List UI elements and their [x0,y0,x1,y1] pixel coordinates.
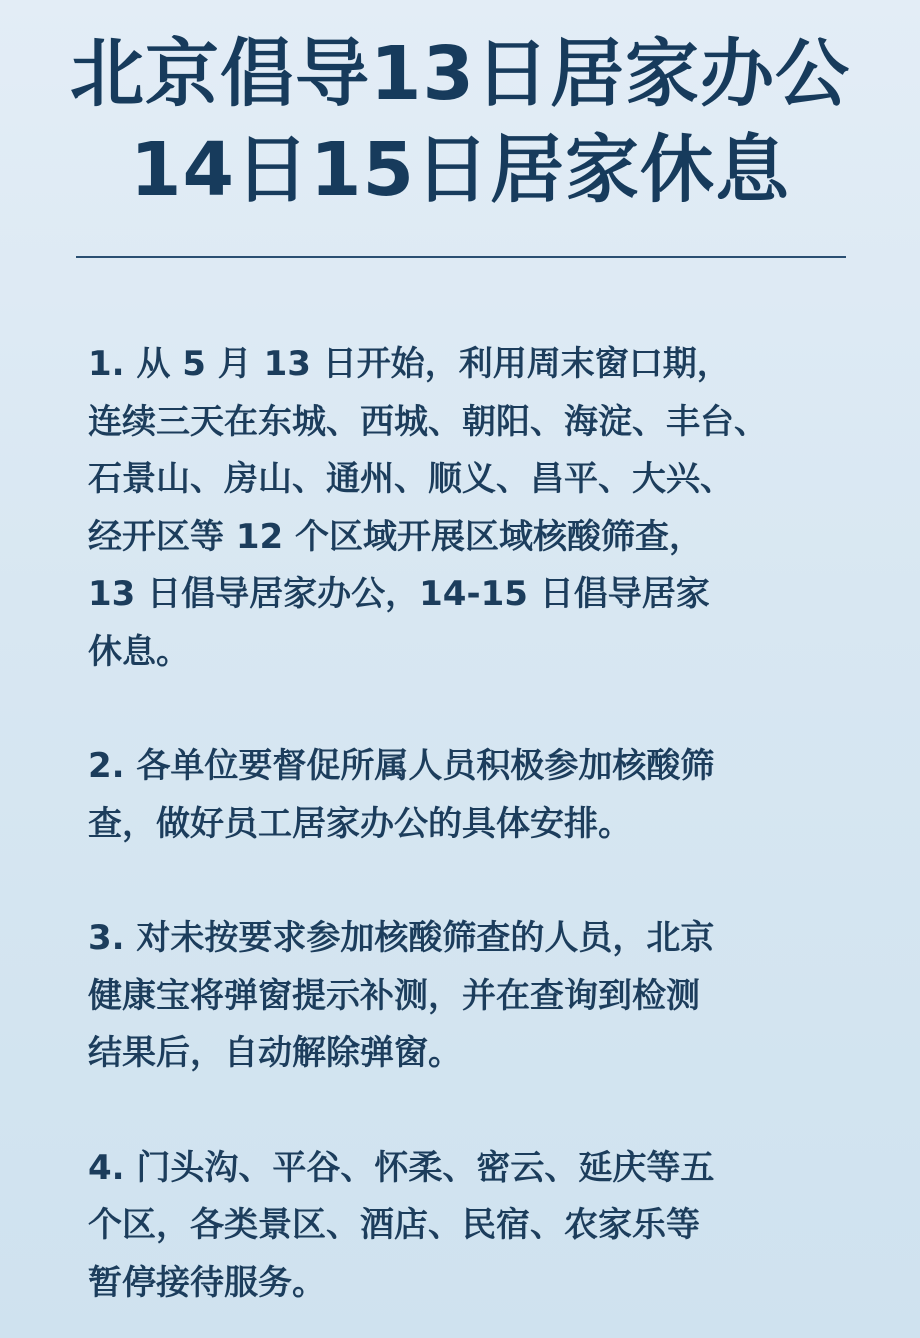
text-line: 结果后，自动解除弹窗。 [88,1033,462,1073]
text-line: 3. 对未按要求参加核酸筛查的人员，北京 [88,918,715,958]
title-line-2: 14日15日居家休息 [130,127,790,213]
title-divider [76,256,846,258]
text-line: 4. 门头沟、平谷、怀柔、密云、延庆等五 [88,1147,715,1188]
text-line: 2. 各单位要督促所属人员积极参加核酸筛 [88,746,715,786]
title-line-1: 北京倡导13日居家办公 [70,31,850,117]
text-line: 经开区等 12 个区域开展区域核酸筛查， [88,516,703,557]
text-line: 查，做好员工居家办公的具体安排。 [88,803,632,844]
page-title [0,26,920,218]
paragraph-1 [88,336,848,681]
paragraph-3 [88,910,848,1083]
text-line: 1. 从 5 月 13 日开始，利用周末窗口期， [88,344,731,384]
text-line: 连续三天在东城、西城、朝阳、海淀、丰台、 [88,401,768,442]
text-line: 石景山、房山、通州、顺义、昌平、大兴、 [88,459,734,499]
text-line: 健康宝将弹窗提示补测，并在查询到检测 [88,975,700,1016]
text-line: 13 日倡导居家办公，14-15 日倡导居家 [88,574,710,614]
paragraph-2 [88,738,848,853]
text-line: 休息。 [88,631,190,672]
text-line: 暂停接待服务。 [88,1262,326,1303]
paragraph-4 [88,1140,848,1313]
text-line: 个区，各类景区、酒店、民宿、农家乐等 [88,1205,700,1245]
notice-body [88,336,848,1312]
